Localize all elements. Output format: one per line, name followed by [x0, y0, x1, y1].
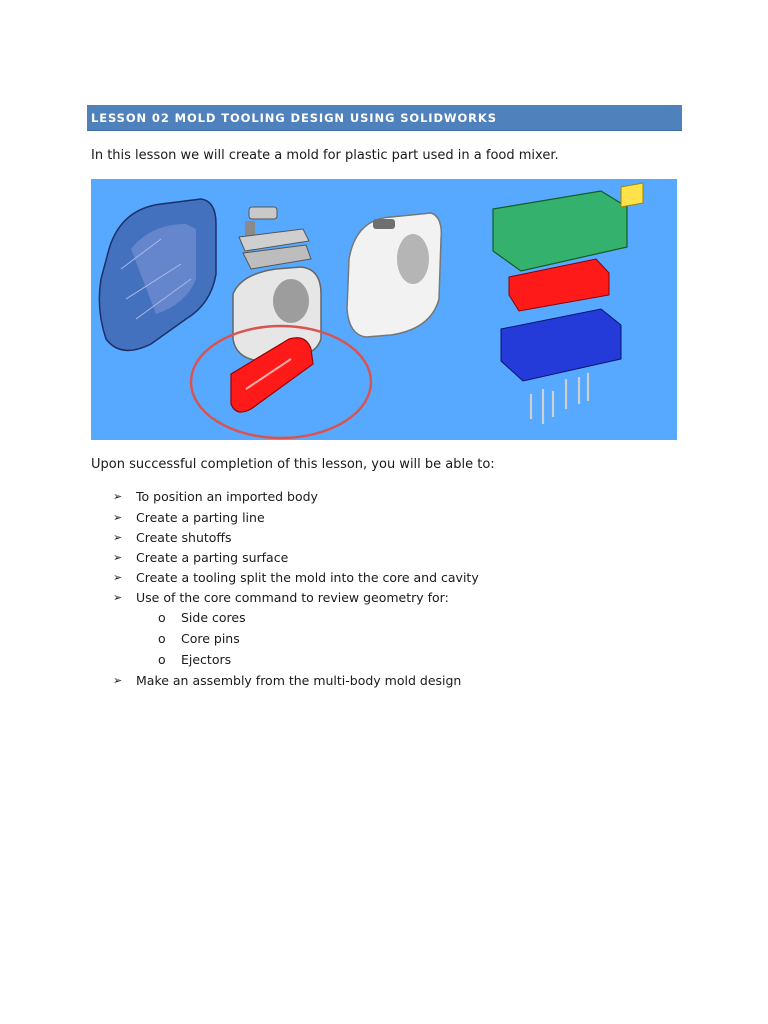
sub-objective-item: Ejectors — [181, 652, 232, 667]
mixer-mold-illustration — [91, 179, 677, 440]
sub-objective-item: Core pins — [181, 631, 240, 646]
objective-item: Create a parting surface — [136, 550, 289, 565]
objective-item: Create a tooling split the mold into the core and cavity — [136, 570, 479, 585]
mold-assembly — [493, 183, 643, 424]
arrow-bullet-icon: ➢ — [113, 491, 123, 503]
translucent-housing — [99, 199, 216, 350]
lesson-heading: LESSON 02 MOLD TOOLING DESIGN USING SOLIDWORKS — [91, 111, 497, 125]
assembled-mixer — [347, 213, 441, 337]
objective-item: Make an assembly from the multi-body mold design — [136, 673, 462, 688]
arrow-bullet-icon: ➢ — [113, 552, 123, 564]
exploded-parts — [233, 207, 321, 361]
mold-illustration-svg — [91, 179, 677, 440]
arrow-bullet-icon: ➢ — [113, 675, 123, 687]
objective-item: Use of the core command to review geometry for: — [136, 590, 449, 605]
objective-item: Create a parting line — [136, 510, 265, 525]
lesson-heading-bar — [87, 105, 682, 131]
intro-paragraph: In this lesson we will create a mold for plastic part used in a food mixer. — [91, 148, 559, 163]
sub-bullet-icon: o — [158, 631, 166, 646]
arrow-bullet-icon: ➢ — [113, 572, 123, 584]
objective-item: Create shutoffs — [136, 530, 232, 545]
sub-bullet-icon: o — [158, 652, 166, 667]
arrow-bullet-icon: ➢ — [113, 532, 123, 544]
objective-item: To position an imported body — [136, 489, 318, 504]
outcomes-intro: Upon successful completion of this lesson, you will be able to: — [91, 457, 495, 472]
sub-bullet-icon: o — [158, 610, 166, 625]
arrow-bullet-icon: ➢ — [113, 592, 123, 604]
arrow-bullet-icon: ➢ — [113, 512, 123, 524]
sub-objective-item: Side cores — [181, 610, 246, 625]
